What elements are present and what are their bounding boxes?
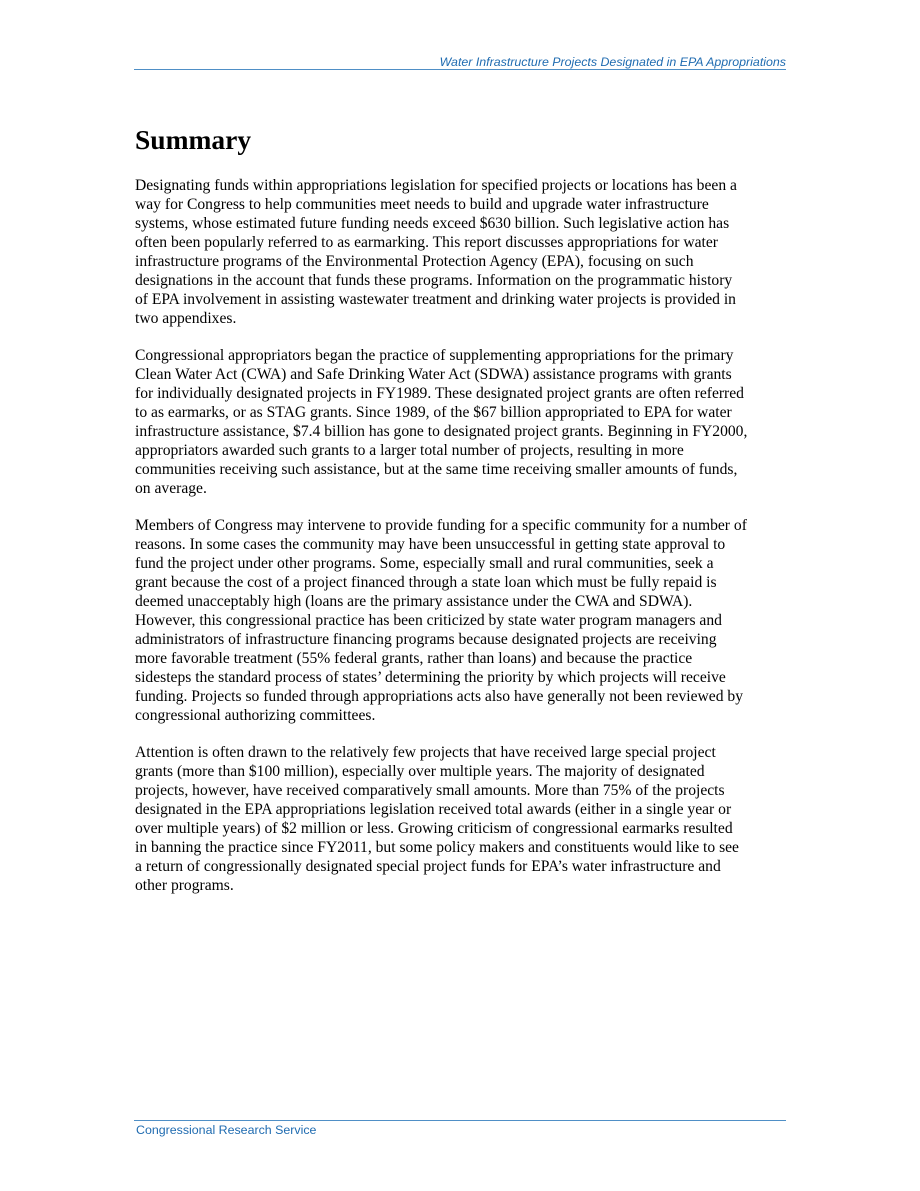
- text-line: of EPA involvement in assisting wastewater treatment and drinking water projects is provided in: [135, 291, 736, 308]
- text-line: to as earmarks, or as STAG grants. Since 1989, of the $67 billion appropriated to EPA for water: [135, 404, 732, 421]
- text-line: reasons. In some cases the community may have been unsuccessful in getting state approval to: [135, 536, 726, 553]
- summary-paragraph: [135, 743, 791, 895]
- text-line: deemed unacceptably high (loans are the primary assistance under the CWA and SDWA).: [135, 593, 693, 610]
- text-line: Members of Congress may intervene to provide funding for a specific community for a number of: [135, 517, 747, 534]
- text-line: Clean Water Act (CWA) and Safe Drinking Water Act (SDWA) assistance programs with grants: [135, 366, 732, 383]
- text-line: administrators of infrastructure financing programs because designated projects are receiving: [135, 631, 717, 648]
- text-line: infrastructure assistance, $7.4 billion has gone to designated project grants. Beginning in FY2000,: [135, 423, 748, 440]
- text-line: often been popularly referred to as earmarking. This report discusses appropriations for water: [135, 234, 718, 251]
- text-line: infrastructure programs of the Environmental Protection Agency (EPA), focusing on such: [135, 253, 694, 270]
- text-line: more favorable treatment (55% federal grants, rather than loans) and because the practice: [135, 650, 693, 667]
- running-header: Water Infrastructure Projects Designated in EPA Appropriations: [439, 55, 786, 69]
- text-line: Designating funds within appropriations legislation for specified projects or locations has been a: [135, 177, 737, 194]
- text-line: systems, whose estimated future funding needs exceed $630 billion. Such legislative action has: [135, 215, 730, 232]
- footer-rule: [134, 1120, 786, 1121]
- text-line: funding. Projects so funded through appropriations acts also have generally not been reviewed by: [135, 688, 743, 705]
- text-line: two appendixes.: [135, 310, 237, 327]
- summary-body: [135, 176, 791, 913]
- text-line: communities receiving such assistance, but at the same time receiving smaller amounts of funds,: [135, 461, 738, 478]
- text-line: for individually designated projects in FY1989. These designated project grants are often referred: [135, 385, 744, 402]
- text-line: way for Congress to help communities meet needs to build and upgrade water infrastructure: [135, 196, 709, 213]
- text-line: Attention is often drawn to the relatively few projects that have received large special project: [135, 744, 716, 761]
- text-line: However, this congressional practice has been criticized by state water program managers and: [135, 612, 722, 629]
- text-line: in banning the practice since FY2011, but some policy makers and constituents would like to see: [135, 839, 739, 856]
- text-line: sidesteps the standard process of states’ determining the priority by which projects will receive: [135, 669, 726, 686]
- text-line: Congressional appropriators began the practice of supplementing appropriations for the primary: [135, 347, 734, 364]
- text-line: appropriators awarded such grants to a larger total number of projects, resulting in more: [135, 442, 684, 459]
- section-title: Summary: [135, 124, 252, 155]
- summary-paragraph: [135, 176, 791, 328]
- text-line: projects, however, have received comparatively small amounts. More than 75% of the projects: [135, 782, 725, 799]
- text-line: a return of congressionally designated special project funds for EPA’s water infrastructure and: [135, 858, 721, 875]
- header-rule: [134, 69, 786, 70]
- text-line: grants (more than $100 million), especially over multiple years. The majority of designated: [135, 763, 705, 780]
- text-line: congressional authorizing committees.: [135, 707, 376, 724]
- text-line: over multiple years) of $2 million or less. Growing criticism of congressional earmarks resulted: [135, 820, 733, 837]
- text-line: designated in the EPA appropriations legislation received total awards (either in a single year or: [135, 801, 732, 818]
- text-line: fund the project under other programs. Some, especially small and rural communities, seek a: [135, 555, 714, 572]
- footer-publisher: Congressional Research Service: [136, 1123, 317, 1137]
- summary-paragraph: [135, 346, 791, 498]
- text-line: designations in the account that funds these programs. Information on the programmatic history: [135, 272, 733, 289]
- text-line: on average.: [135, 480, 207, 497]
- text-line: other programs.: [135, 877, 234, 894]
- text-line: grant because the cost of a project financed through a state loan which must be fully repaid is: [135, 574, 717, 591]
- summary-paragraph: [135, 516, 791, 725]
